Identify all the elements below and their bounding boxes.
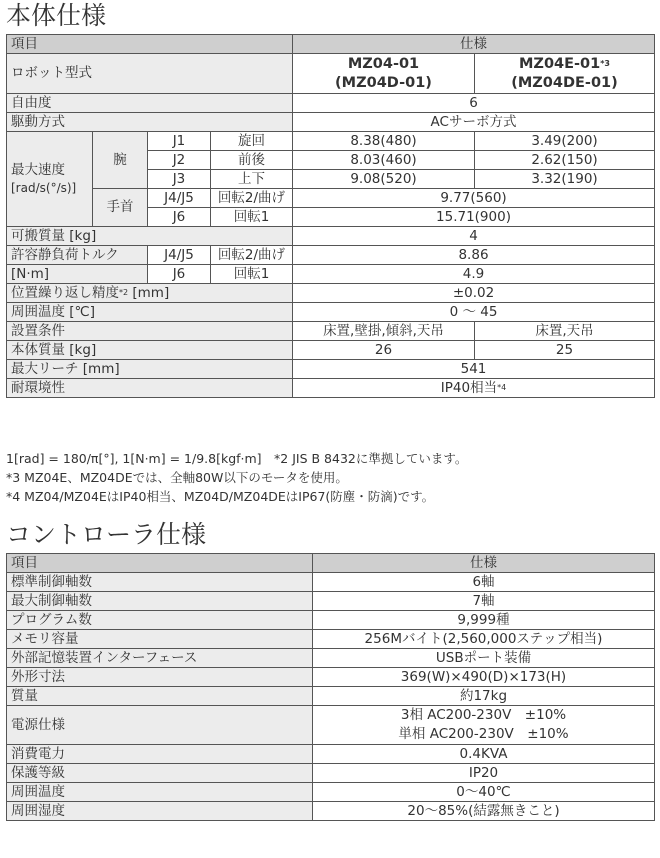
footnote-line: 1[rad] = 180/π[°], 1[N·m] = 1/9.8[kgf·m] *2 JIS B 8432に準拠しています。 [6,451,468,466]
table-row [7,745,655,764]
table-row [7,132,655,151]
motion-label: 前後 [211,151,293,170]
motion-label: 回転1 [211,265,293,284]
controller-spec-table [6,553,655,821]
motion-label: 回転1 [211,208,293,227]
table-header-row [7,554,655,573]
model-a-name: MZ04-01 [347,56,420,72]
table-row [7,668,655,687]
model-a [293,54,475,94]
model-b [475,54,655,94]
max-speed-unit: [rad/s(°/s)] [11,181,77,195]
axis-label: J1 [148,132,211,151]
body-spec-table [6,34,655,398]
row-label: 外形寸法 [7,668,313,687]
repeat-unit: [mm] [128,284,170,301]
repeat-value: ±0.02 [293,284,655,303]
motion-label: 回転2/曲げ [211,189,293,208]
speed-value: 9.77(560) [293,189,655,208]
table-row [7,802,655,821]
env-value-text: IP40相当 [440,379,498,396]
mass-label: 本体質量 [kg] [7,341,293,360]
row-value: 0.4KVA [313,745,655,764]
header-item: 項目 [7,35,293,54]
table-row [7,764,655,783]
drive-value: ACサーボ方式 [293,113,655,132]
row-value: USBポート装備 [313,649,655,668]
header-item: 項目 [7,554,313,573]
footnote-line: *3 MZ04E、MZ04DEでは、全軸80W以下のモータを使用。 [6,470,348,485]
table-header-row [7,35,655,54]
row-value: 20〜85%(結露無きこと) [313,802,655,821]
row-value: IP20 [313,764,655,783]
wrist-label: 手首 [93,189,148,227]
max-speed-label [7,132,93,227]
speed-value-a: 9.08(520) [293,170,475,189]
axis-label: J3 [148,170,211,189]
payload-value: 4 [293,227,655,246]
motion-label: 上下 [211,170,293,189]
table-row [7,783,655,802]
drive-label: 駆動方式 [7,113,293,132]
row-label: 保護等級 [7,764,313,783]
motion-label: 回転2/曲げ [211,246,293,265]
model-b-alt: (MZ04DE-01) [511,75,618,91]
table-row [7,54,655,94]
table-row [7,246,655,265]
row-label: メモリ容量 [7,630,313,649]
robot-model-label: ロボット型式 [7,54,293,94]
speed-value: 15.71(900) [293,208,655,227]
mass-value-a: 26 [293,341,475,360]
reach-value: 541 [293,360,655,379]
table-row [7,322,655,341]
power-value [313,706,655,745]
speed-value-b: 3.49(200) [475,132,655,151]
install-value-b: 床置,天吊 [475,322,655,341]
footnote-line: *4 MZ04/MZ04EはIP40相当、MZ04D/MZ04DEはIP67(防塵・防滴)です。 [6,489,435,504]
power-label: 電源仕様 [7,706,313,745]
model-b-name: MZ04E-01 [519,56,601,72]
dof-label: 自由度 [7,94,293,113]
speed-value-a: 8.38(480) [293,132,475,151]
speed-value-b: 2.62(150) [475,151,655,170]
row-value: 7軸 [313,592,655,611]
env-label: 耐環境性 [7,379,293,398]
table-row [7,189,655,208]
row-value: 6軸 [313,573,655,592]
row-label: 周囲温度 [7,783,313,802]
model-b-footnote: *3 [600,59,610,68]
axis-label: J4/J5 [148,189,211,208]
axis-label: J2 [148,151,211,170]
env-value [293,379,655,398]
temp-label: 周囲温度 [℃] [7,303,293,322]
table-row [7,227,655,246]
table-row [7,284,655,303]
dof-value: 6 [293,94,655,113]
header-spec: 仕様 [293,35,655,54]
row-label: 消費電力 [7,745,313,764]
table-row [7,706,655,745]
reach-label: 最大リーチ [mm] [7,360,293,379]
repeat-label [7,284,293,303]
torque-value: 4.9 [293,265,655,284]
table-row [7,592,655,611]
speed-value-a: 8.03(460) [293,151,475,170]
row-label: 標準制御軸数 [7,573,313,592]
row-value: 9,999種 [313,611,655,630]
temp-value: 0 ～ 45 [293,303,655,322]
row-value: 0〜40℃ [313,783,655,802]
model-a-alt: (MZ04D-01) [335,75,432,91]
row-label: プログラム数 [7,611,313,630]
row-value: 369(W)×490(D)×173(H) [313,668,655,687]
torque-label: 許容静負荷トルク [7,246,148,265]
table-row [7,113,655,132]
table-row [7,611,655,630]
body-spec-title: 本体仕様 [6,1,107,30]
footnotes [6,449,467,506]
torque-unit: [N·m] [7,265,148,284]
table-row [7,265,655,284]
power-line: 3相 AC200-230V ±10% [400,707,567,723]
repeat-footnote: *2 [119,287,129,297]
header-spec: 仕様 [313,554,655,573]
row-label: 最大制御軸数 [7,592,313,611]
table-row [7,649,655,668]
install-value-a: 床置,壁掛,傾斜,天吊 [293,322,475,341]
table-row [7,94,655,113]
table-row [7,687,655,706]
table-row [7,379,655,398]
row-label: 周囲湿度 [7,802,313,821]
controller-spec-title: コントローラ仕様 [6,520,207,549]
table-row [7,573,655,592]
row-label: 外部記憶装置インターフェース [7,649,313,668]
env-footnote: *4 [497,382,507,392]
table-row [7,360,655,379]
row-value: 256Mバイト(2,560,000ステップ相当) [313,630,655,649]
axis-label: J6 [148,208,211,227]
speed-value-b: 3.32(190) [475,170,655,189]
torque-value: 8.86 [293,246,655,265]
payload-label: 可搬質量 [kg] [7,227,293,246]
install-label: 設置条件 [7,322,293,341]
axis-label: J6 [148,265,211,284]
table-row [7,341,655,360]
power-line: 単相 AC200-230V ±10% [398,726,569,742]
row-label: 質量 [7,687,313,706]
axis-label: J4/J5 [148,246,211,265]
mass-value-b: 25 [475,341,655,360]
table-row [7,303,655,322]
max-speed-title: 最大速度 [11,162,65,178]
arm-label: 腕 [93,132,148,189]
repeat-label-text: 位置繰り返し精度 [11,284,119,301]
motion-label: 旋回 [211,132,293,151]
table-row [7,630,655,649]
row-value: 約17kg [313,687,655,706]
